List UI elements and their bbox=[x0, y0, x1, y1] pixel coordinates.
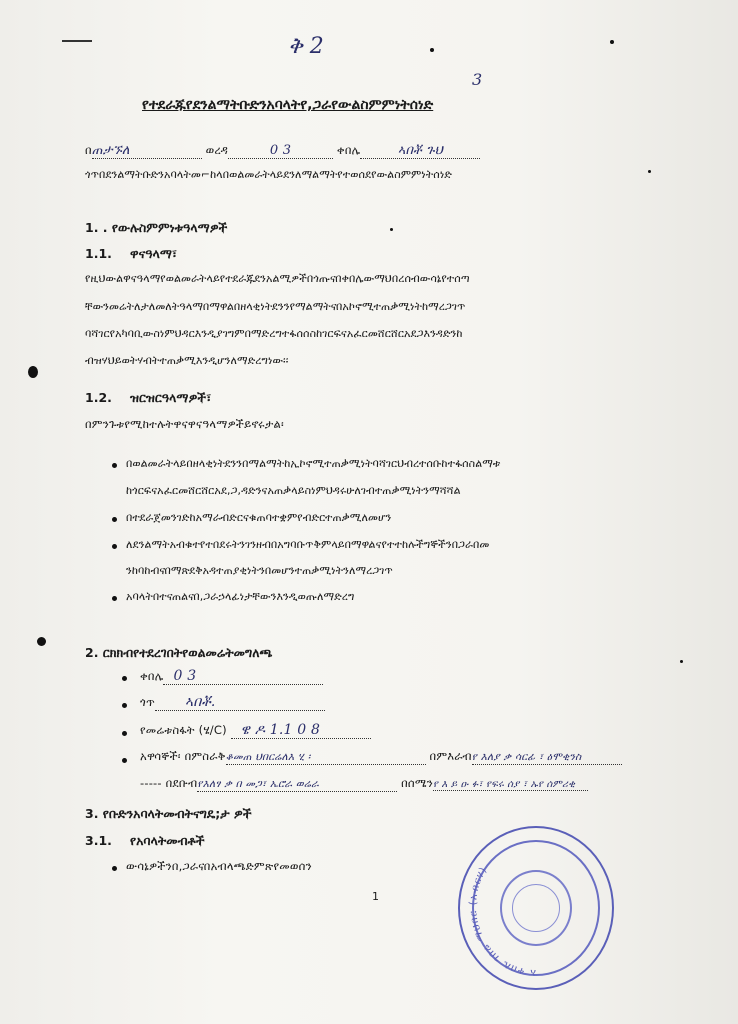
land-gote-value: ኣበቾ. bbox=[155, 694, 325, 711]
section-1-2-intro: በምንጉቱየሚከተሉትዋናዋናዓላማዎችይኖሩታል፡ bbox=[85, 417, 284, 431]
objective-item-continued: ከጎርፍናአፈርመሸርሸርአደ,ጋ,ዳድንናአጠቃላይስነምህዳሩሁለገብተጠቃሚነትንማሻሻል bbox=[126, 484, 461, 497]
objective-item: አባላትበተናጠልናበ,ጋራኃላፊነታቸውንእንዲወጡለማድረግ bbox=[126, 590, 355, 603]
bullet-marker bbox=[112, 544, 117, 549]
intro-line-2: ጎጥበደንልማትቡድንአባላትመ⌐ከላበወልመራትላይደንለማልማትየተወሰደየውልስምምነትሰነድ bbox=[85, 168, 452, 181]
section-1-heading: 1. . የውሉስምምነቱዓላማዎች bbox=[85, 220, 228, 235]
ink-speck bbox=[648, 170, 651, 173]
ink-speck bbox=[680, 660, 683, 663]
section-1-1-line: ባሻገርየአካባቢውስነምህዳርእንዲያገግምበማድረግተፋሰሰስከገርፍናአፈርመሸርሸርአደጋእንዳድንከ bbox=[85, 327, 463, 340]
stamp-text-ring bbox=[460, 828, 612, 988]
section-1-1-line: ብዝሃህይወትሃብትተጠቃሚእንዲሆንለማድረግነው፡፡ bbox=[85, 354, 289, 367]
section-1-1-title: ዋናዓላማ፣ bbox=[130, 246, 178, 261]
south-label: በደቡብ bbox=[165, 776, 198, 790]
land-gote-label: ጎጥ bbox=[140, 695, 155, 709]
bullet-marker bbox=[112, 866, 117, 871]
handwritten-superscript: 3 bbox=[472, 70, 483, 89]
official-stamp bbox=[458, 826, 614, 990]
land-area-value: ዌ ዶ 1.1 0 8 bbox=[231, 722, 371, 739]
section-3-heading: 3. የቡድንአባላትመብትናግዴ;ታ ዎች bbox=[85, 806, 252, 821]
section-1-1-number: 1.1. bbox=[85, 246, 112, 261]
section-1-2-number: 1.2. bbox=[85, 390, 112, 405]
north-value: የ እ ይ ዑ ፉ፣ የፍሩ ሰያ ፣ ኡየ ሰምሪቂ bbox=[433, 779, 588, 791]
section-1-1-line: የዚህውልዋናዓላማየወልመራትላይየተደራጁደንአልሚዎችበጎጡናበቀበሌውማህበረሰብውሳኔየተሰጣ bbox=[85, 272, 470, 285]
east-value: ቆመጠ ህበርሬለእ ሂ ፡ bbox=[226, 751, 426, 765]
ink-speck bbox=[610, 40, 614, 44]
page-number: 1 bbox=[372, 890, 380, 903]
rights-item: ውሳኔዎችንበ,ጋራናበአብላጫድምጽየመወሰን bbox=[126, 859, 312, 873]
land-kebele-label: ቀበሌ bbox=[140, 669, 164, 683]
north-label: በሰሜን bbox=[401, 776, 433, 790]
bullet-marker bbox=[122, 703, 127, 708]
svg-text:አ ቀበሌ ገበሬ ማህበር (አብርሃ) bbox=[468, 865, 536, 978]
west-label: በምእራብ bbox=[429, 749, 472, 763]
land-gote-row bbox=[140, 694, 325, 711]
objective-item-continued: ንከባከብናበማጽደቅአዳተጠያቂነትንበመሆንተጠቃሚነትንለማረጋገጥ bbox=[126, 564, 393, 577]
woreda-label: ወረዳ bbox=[205, 143, 229, 157]
document-title: የተደራጁየደንልማትቡድንአባላትየ,ጋራየውልስምምነትሰነድ bbox=[142, 97, 434, 113]
bullet-marker bbox=[122, 758, 127, 763]
intro-line-1 bbox=[85, 143, 480, 159]
ink-speck bbox=[37, 637, 46, 646]
prefix-b: በ bbox=[85, 143, 92, 157]
bullet-marker bbox=[122, 731, 127, 736]
bullet-marker bbox=[112, 596, 117, 601]
stamp-text: አ ቀበሌ ገበሬ ማህበር (አብርሃ) bbox=[468, 864, 537, 979]
objective-item: ለደንልማትአብቁተየተበደሩትንገንዘብበአግባቡጥቅምላይበማዋልናየተተከሉችግኞችንበጋራበመ bbox=[126, 538, 490, 551]
section-2-heading: 2. ርክክብየተደረገበትየወልመሬትመግለጫ bbox=[85, 645, 273, 660]
objective-item: በወልመራትላይበዘላቂነትደንንበማልማትከኢኮኖሚተጠቃሚነትባሻገርህብረተሰቡከተፋሰስልማቱ bbox=[126, 457, 501, 470]
bullet-marker bbox=[112, 517, 117, 522]
objective-item: በተደራጀመንገድከአማራብድርናቁጠባተቋምየብድርተጠቃሚለመሆን bbox=[126, 511, 392, 524]
kebele-label: ቀበሌ bbox=[336, 143, 361, 157]
land-area-row bbox=[140, 722, 371, 739]
west-value: የ እለያ ቃ ሳርፊ ፣ ዕሞቂንስ bbox=[472, 751, 622, 765]
woreda-value: 0 3 bbox=[228, 143, 333, 159]
east-label: በምስራቅ bbox=[184, 749, 226, 763]
land-area-label: የመሬቱስፋት (ሄ/C) bbox=[140, 723, 227, 737]
handwritten-page-mark: ቅ 2 bbox=[288, 34, 324, 59]
section-3-1-title: የአባላትመብቶች bbox=[130, 833, 205, 848]
top-dash-mark bbox=[62, 40, 92, 42]
region-value: ጠታኙለ bbox=[92, 143, 202, 159]
bullet-marker bbox=[122, 676, 127, 681]
land-kebele-row bbox=[140, 668, 323, 685]
section-1-2-title: ዝርዝርዓላማዎች፣ bbox=[130, 390, 212, 405]
bullet-marker bbox=[112, 463, 117, 468]
ink-speck bbox=[430, 48, 434, 52]
section-1-1-line: ቸውንመሬትለታለመለትዓላማበማዋልበዘላቂነትደንንየማልማትናበአኮኖሚተጠቃሚነትከማረጋገጥ bbox=[85, 300, 466, 313]
section-3-1-number: 3.1. bbox=[85, 833, 112, 848]
kebele-value: ኣበቾ ጉህ bbox=[360, 143, 480, 159]
south-value: የእለፃ ቃ በ መጋ፣ ኤሮራ ወሬራ bbox=[197, 778, 397, 792]
borders-row-2: ----- በደቡብየእለፃ ቃ በ መጋ፣ ኤሮራ ወሬራ በሰሜንየ እ ይ ዑ ፉ፣ የፍሩ ሰያ ፣ ኡየ ሰምሪቂ bbox=[140, 776, 588, 792]
land-kebele-value: 0 3 bbox=[163, 668, 323, 685]
ink-speck bbox=[390, 228, 393, 231]
borders-label: አዋሳኞች፡ bbox=[140, 749, 181, 763]
borders-row-1 bbox=[140, 749, 622, 765]
ink-speck bbox=[28, 366, 38, 378]
